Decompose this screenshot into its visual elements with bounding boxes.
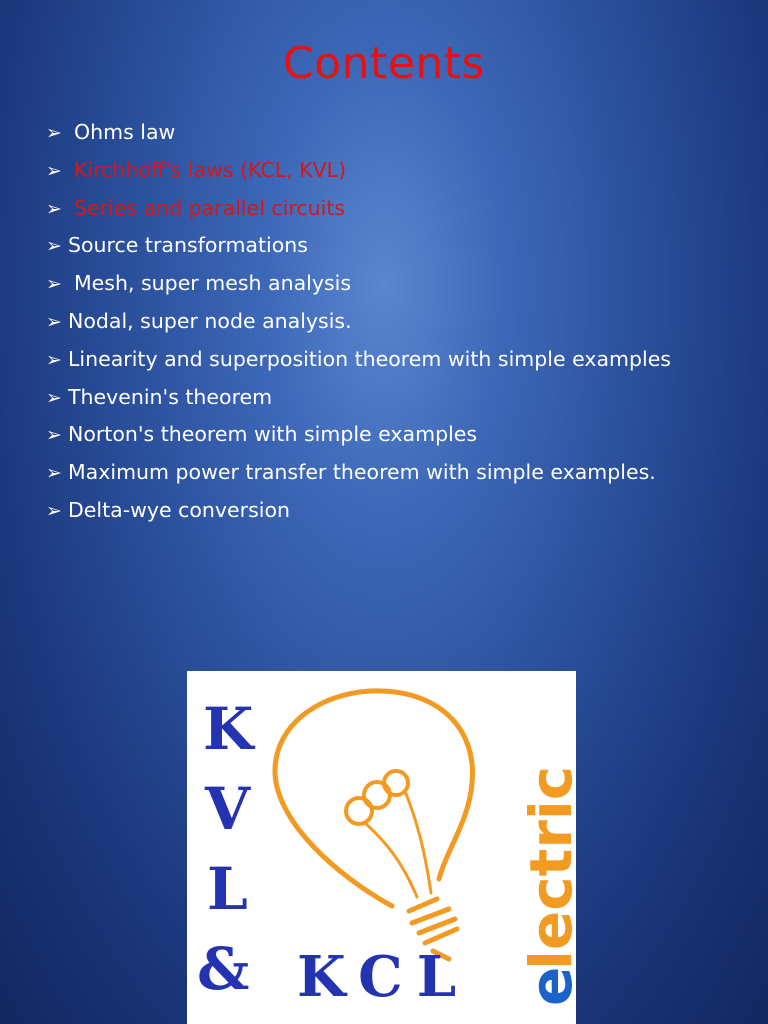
logo-letter-v: V: [205, 775, 251, 843]
logo-electric-first-letter: e: [517, 966, 585, 1006]
arrow-bullet-icon: ➢: [46, 310, 62, 333]
arrow-bullet-icon: ➢: [46, 348, 62, 371]
arrow-bullet-icon: ➢: [46, 273, 62, 296]
logo-electric-word: [517, 766, 585, 1006]
logo-letters: [197, 695, 470, 1010]
list-item-label: Norton's theorem with simple examples: [68, 422, 478, 447]
logo-letter-l: L: [207, 855, 248, 923]
arrow-bullet-icon: ➢: [46, 159, 62, 182]
list-item-label: Mesh, super mesh analysis: [74, 271, 352, 296]
list-item-label: Linearity and superposition theorem with simple examples: [68, 346, 671, 371]
logo-graphic: [187, 671, 585, 1024]
list-item-label: Ohms law: [74, 120, 176, 144]
list-item-label: Series and parallel circuits: [74, 195, 346, 220]
arrow-bullet-icon: ➢: [46, 197, 62, 220]
list-item: [46, 341, 671, 379]
list-item: [46, 265, 671, 303]
arrow-bullet-icon: ➢: [46, 462, 62, 485]
logo-electric-rest: lectric: [517, 765, 585, 970]
list-item-label: Kirchhoff's laws (KCL, KVL): [74, 157, 347, 182]
light-bulb-icon: [275, 691, 472, 959]
list-item-label: Delta-wye conversion: [68, 497, 291, 522]
list-item: [46, 190, 671, 228]
list-item: [46, 303, 671, 341]
list-item-label: Maximum power transfer theorem with simple examples.: [68, 460, 656, 485]
list-item: [46, 454, 671, 492]
arrow-bullet-icon: ➢: [46, 424, 62, 447]
kvl-kcl-logo: [187, 671, 585, 1024]
list-item: [46, 416, 671, 454]
arrow-bullet-icon: ➢: [46, 122, 62, 144]
logo-kcl-text: KCL: [297, 944, 471, 1010]
list-item: [46, 152, 671, 190]
contents-list: [46, 114, 671, 530]
list-item: [46, 379, 671, 417]
list-item: [46, 492, 671, 530]
list-item: [46, 227, 671, 265]
logo-ampersand: &: [197, 935, 250, 1003]
list-item: [46, 114, 671, 152]
arrow-bullet-icon: ➢: [46, 235, 62, 258]
arrow-bullet-icon: ➢: [46, 386, 62, 409]
list-item-label: Nodal, super node analysis.: [68, 308, 352, 333]
logo-letter-k: K: [203, 695, 254, 763]
list-item-label: Source transformations: [68, 233, 308, 258]
arrow-bullet-icon: ➢: [46, 499, 62, 522]
slide-title: Contents: [283, 38, 485, 89]
list-item-label: Thevenin's theorem: [68, 384, 273, 409]
